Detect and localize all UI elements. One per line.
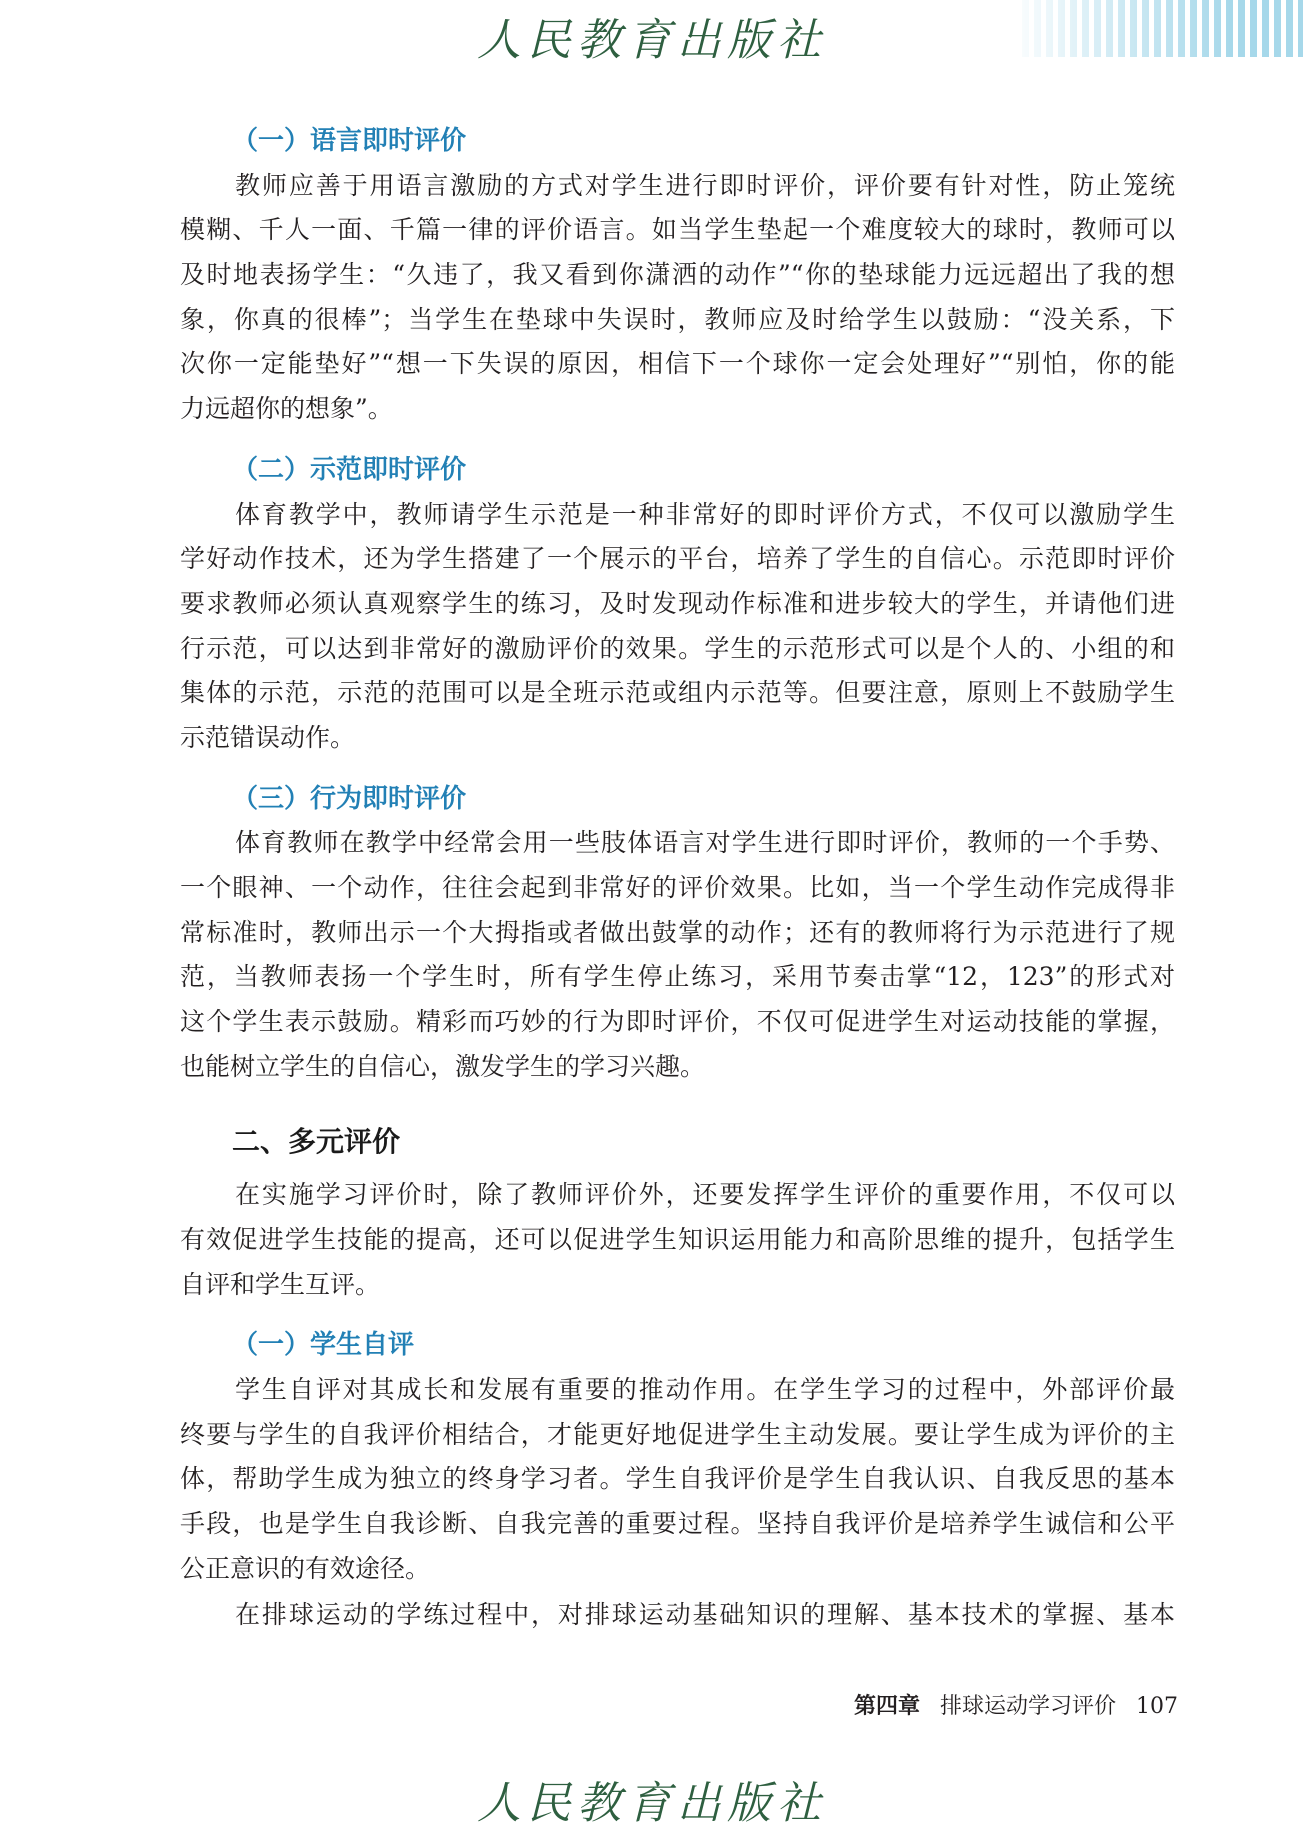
- body-text-line: 公正意识的有效途径。: [180, 1553, 431, 1583]
- body-text-line: 有效促进学生技能的提高，还可以促进学生知识运用能力和高阶思维的提升，包括学生: [180, 1224, 1175, 1254]
- paragraph: [180, 1593, 1175, 1638]
- body-text-line: 自评和学生互评。: [180, 1269, 381, 1299]
- paragraph: [180, 493, 1175, 761]
- publisher-logo: 人民教育出版社: [477, 1778, 827, 1829]
- body-text-line: 在实施学习评价时，除了教师评价外，还要发挥学生评价的重要作用，不仅可以: [235, 1180, 1175, 1210]
- body-text-line: 集体的示范，示范的范围可以是全班示范或组内示范等。但要注意，原则上不鼓励学生: [180, 678, 1175, 708]
- section-verbal-instant-evaluation: [180, 119, 1175, 432]
- header-stripe-decoration: [1022, 0, 1303, 57]
- section-heading: （一）语言即时评价: [232, 126, 467, 156]
- paragraph: [180, 1173, 1175, 1307]
- body-text-line: 体育教学中，教师请学生示范是一种非常好的即时评价方式，不仅可以激励学生: [235, 499, 1175, 529]
- body-text-line: 行示范，可以达到非常好的激励评价的效果。学生的示范形式可以是个人的、小组的和: [180, 633, 1175, 663]
- body-text-line: 一个眼神、一个动作，往往会起到非常好的评价效果。比如，当一个学生动作完成得非: [180, 873, 1175, 902]
- section-behavior-instant-evaluation: [180, 777, 1175, 1090]
- section-demonstration-instant-evaluation: [180, 448, 1175, 761]
- page-content: [180, 119, 1175, 1638]
- body-text-line: 学生自评对其成长和发展有重要的推动作用。在学生学习的过程中，外部评价最: [235, 1374, 1175, 1404]
- body-text-line: 这个学生表示鼓励。精彩而巧妙的行为即时评价，不仅可促进学生对运动技能的掌握，: [180, 1007, 1175, 1037]
- body-text-line: 力远超你的想象”。: [180, 394, 393, 424]
- body-text-line: 常标准时，教师出示一个大拇指或者做出鼓掌的动作；还有的教师将行为示范进行了规: [180, 917, 1175, 947]
- body-text-line: 在排球运动的学练过程中，对排球运动基础知识的理解、基本技术的掌握、基本: [235, 1600, 1175, 1630]
- footer-chapter-title: 排球运动学习评价: [939, 1694, 1116, 1719]
- section-student-self-evaluation: [180, 1323, 1175, 1638]
- page-footer: [854, 1692, 1178, 1720]
- publisher-logo: 人民教育出版社: [477, 15, 827, 66]
- body-text-line: 手段，也是学生自我诊断、自我完善的重要过程。坚持自我评价是培养学生诚信和公平: [180, 1508, 1175, 1538]
- footer-chapter-label: 第四章: [853, 1693, 920, 1719]
- body-text-line: 次你一定能垫好”“想一下失误的原因，相信下一个球你一定会处理好”“别怕，你的能: [180, 349, 1175, 379]
- paragraph: [180, 164, 1175, 432]
- page-number: 107: [1136, 1694, 1178, 1719]
- section-heading: （一）学生自评: [232, 1330, 415, 1361]
- body-text-line: 学好动作技术，还为学生搭建了一个展示的平台，培养了学生的自信心。示范即时评价: [180, 544, 1175, 574]
- body-text-line: 范，当教师表扬一个学生时，所有学生停止练习，采用节奏击掌“12，123”的形式对: [180, 962, 1175, 992]
- body-text-line: 体育教师在教学中经常会用一些肢体语言对学生进行即时评价，教师的一个手势、: [235, 828, 1175, 858]
- body-text-line: 模糊、千人一面、千篇一律的评价语言。如当学生垫起一个难度较大的球时，教师可以: [180, 215, 1175, 245]
- paragraph: [180, 1368, 1175, 1591]
- section-multiple-evaluation: [180, 1120, 1175, 1307]
- body-text-line: 体，帮助学生成为独立的终身学习者。学生自我评价是学生自我认识、自我反思的基本: [180, 1464, 1175, 1494]
- body-text-line: 也能树立学生的自信心，激发学生的学习兴趣。: [180, 1051, 706, 1081]
- section-heading: （二）示范即时评价: [232, 454, 467, 485]
- body-text-line: 象，你真的很棒”；当学生在垫球中失误时，教师应及时给学生以鼓励：“没关系，下: [180, 304, 1175, 334]
- body-text-line: 示范错误动作。: [180, 722, 356, 752]
- body-text-line: 教师应善于用语言激励的方式对学生进行即时评价，评价要有针对性，防止笼统: [235, 170, 1175, 200]
- body-text-line: 及时地表扬学生：“久违了，我又看到你潇洒的动作”“你的垫球能力远远超出了我的想: [180, 260, 1175, 290]
- body-text-line: 终要与学生的自我评价相结合，才能更好地促进学生主动发展。要让学生成为评价的主: [180, 1419, 1175, 1449]
- body-text-line: 要求教师必须认真观察学生的练习，及时发现动作标准和进步较大的学生，并请他们进: [180, 588, 1175, 618]
- paragraph: [180, 821, 1175, 1089]
- chapter-section-heading: 二、多元评价: [232, 1125, 401, 1159]
- section-heading: （三）行为即时评价: [232, 783, 467, 814]
